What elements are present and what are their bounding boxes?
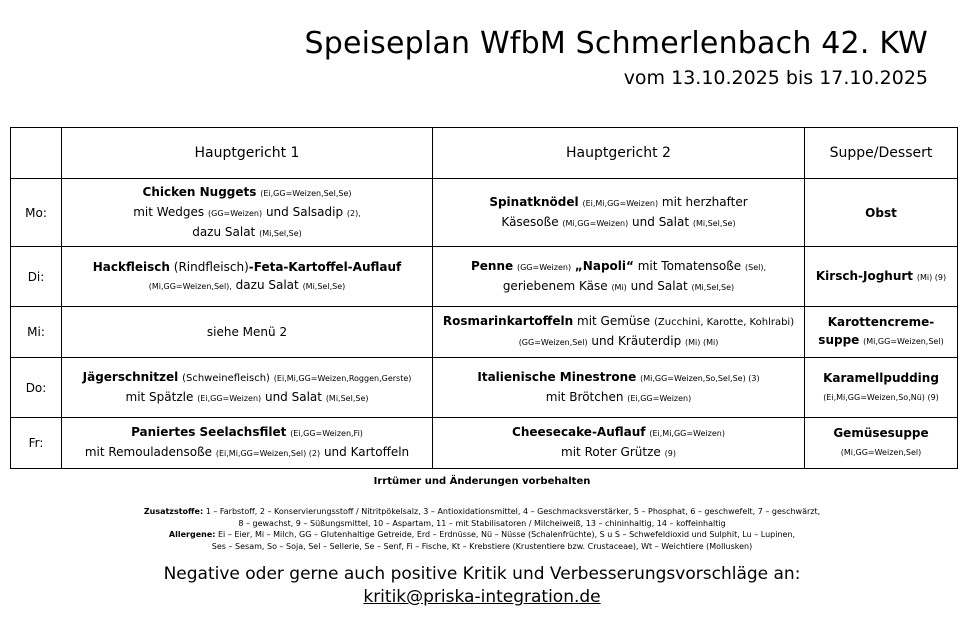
dish-name: Karottencreme- (827, 315, 935, 329)
allergen-note: (Mi) (9) (916, 272, 947, 282)
feedback-text: Negative oder gerne auch positive Kritik und Verbesserungsvorschläge an: (163, 564, 801, 584)
dish-name: „Napoli“ (574, 258, 634, 273)
dish-text: siehe Menü 2 (206, 325, 288, 339)
dish-text: und Kartoffeln (323, 445, 410, 459)
dish-text: (Zucchini, Karotte, Kohlrabi) (654, 317, 795, 328)
disclaimer-notice: Irrtümer und Änderungen vorbehalten (373, 476, 591, 487)
allergen-note: (2), (346, 208, 361, 218)
day-label: Fr: (11, 418, 62, 469)
dish-cell-h1 (62, 307, 433, 358)
dish-text: und Salsadip (265, 204, 344, 219)
allergen-note: (GG=Weizen) (516, 262, 572, 272)
dish-text: mit Brötchen (545, 389, 624, 404)
dish-name: Hackfleisch (92, 259, 170, 274)
allergen-note: (Ei,GG=Weizen) (197, 393, 262, 403)
dish-text: (Rindfleisch) (173, 259, 249, 274)
dish-text: mit Spätzle (125, 389, 194, 404)
day-label: Do: (11, 358, 62, 418)
allergen-note: (Ei,Mi,GG=Weizen,Sel) (2) (215, 449, 321, 458)
table-header-row (11, 128, 958, 179)
allergen-note: (Ei,Mi,GG=Weizen,Roggen,Gerste) (273, 373, 412, 383)
allergen-note: (Ei,Mi,GG=Weizen) (649, 429, 725, 438)
allergen-note: (Mi,GG=Weizen,Sel) (863, 337, 944, 346)
header-hauptgericht-2: Hauptgericht 2 (433, 128, 805, 179)
allergen-note: (Mi,GG=Weizen,Sel) (840, 448, 922, 457)
dish-name: Obst (865, 205, 897, 220)
menu-table (10, 127, 958, 469)
dish-text: (Schweinefleisch) (182, 372, 270, 384)
dish-text: geriebenem Käse (502, 278, 608, 293)
allergen-note: (Mi,Sel,Se) (302, 281, 346, 291)
dish-cell-h1 (62, 418, 433, 469)
dish-name: Rosmarinkartoffeln (442, 314, 574, 328)
dish-text: und Kräuterdip (591, 334, 682, 348)
table-row-wednesday (11, 307, 958, 358)
dish-cell-h1 (62, 358, 433, 418)
day-label: Di: (11, 247, 62, 307)
dish-cell-dessert (805, 418, 958, 469)
allergen-note: (Mi,Sel,Se) (691, 282, 735, 292)
dish-text: mit Tomatensoße (637, 258, 742, 273)
day-label: Mi: (11, 307, 62, 358)
table-row-thursday (11, 358, 958, 418)
allergen-note: (Mi) (611, 282, 627, 292)
header-suppe-dessert: Suppe/Dessert (805, 128, 958, 179)
dish-cell-h2 (433, 418, 805, 469)
allergen-note: (Sel), (745, 262, 767, 272)
allergen-note: (GG=Weizen) (208, 208, 263, 218)
dish-name: Penne (470, 258, 514, 273)
dish-name: Cheesecake-Auflauf (512, 425, 646, 439)
dish-text: Käsesoße (501, 214, 559, 229)
dish-name: Spinatknödel (489, 194, 579, 209)
dish-cell-dessert (805, 358, 958, 418)
dish-cell-dessert (805, 247, 958, 307)
dish-text: und Salat (632, 214, 690, 229)
day-label: Mo: (11, 179, 62, 247)
dish-name: Gemüsesuppe (833, 426, 929, 440)
dish-text: mit Gemüse (577, 314, 651, 328)
allergen-note: (Ei,GG=Weizen) (627, 393, 692, 403)
zusatzstoffe-label: Zusatzstoffe: (143, 507, 204, 516)
allergen-note: (Mi,Sel,Se) (692, 218, 736, 228)
allergen-note: (Mi,GG=Weizen,So,Sel,Se) (3) (640, 373, 760, 383)
dish-text: mit Remouladensoße (84, 445, 213, 459)
page-title: Speiseplan WfbM Schmerlenbach 42. KW (304, 26, 928, 61)
dish-cell-h2 (433, 358, 805, 418)
allergen-note: (Mi,Sel,Se) (325, 393, 369, 403)
table-row-monday (11, 179, 958, 247)
allergene-label: Allergene: (168, 530, 216, 539)
dish-name: Kirsch-Joghurt (815, 268, 914, 283)
dish-cell-dessert (805, 179, 958, 247)
allergen-note: (Mi,GG=Weizen) (562, 218, 629, 228)
allergen-note: (Mi,GG=Weizen,Sel), (148, 281, 232, 291)
dish-cell-dessert (805, 307, 958, 358)
additives-legend (0, 506, 964, 552)
dish-text: und Salat (630, 278, 688, 293)
allergen-note: (9) (664, 449, 676, 458)
dish-text: dazu Salat (192, 224, 256, 239)
allergen-note: (Ei,Mi,GG=Weizen,So,Nü) (9) (823, 392, 939, 402)
dish-name: Jägerschnitzel (82, 369, 179, 384)
zusatzstoffe-text: 8 – gewachst, 9 – Süßungsmittel, 10 – Aspartam, 11 – mit Stabilisatoren / Milcheiweiß, 13 – chininhaltig, 14 – koffeinhaltig (238, 518, 726, 528)
dish-name: -Feta-Kartoffel-Auflauf (248, 259, 402, 274)
allergene-text: Ei – Eier, Mi – Milch, GG – Glutenhaltige Getreide, Erd – Erdnüsse, Nü – Nüsse (Schalenfrüchte), S u S – Schwefeldioxid und Sulphit, Lu – Lupinen, (218, 530, 796, 539)
allergen-note: (Mi) (Mi) (685, 338, 719, 347)
dish-text: mit Wedges (133, 204, 205, 219)
allergen-note: (Mi,Sel,Se) (259, 228, 302, 238)
allergen-note: (Ei,Mi,GG=Weizen) (582, 198, 659, 208)
dish-name: Karamellpudding (823, 370, 939, 385)
allergen-note: (Ei,GG=Weizen,Sel,Se) (260, 188, 352, 198)
allergen-note: (Ei,GG=Weizen,Fi) (290, 429, 363, 438)
dish-name: Italienische Minestrone (477, 369, 637, 384)
dish-name: Paniertes Seelachsfilet (131, 425, 287, 439)
dish-name: suppe (818, 333, 860, 347)
allergene-text: Ses – Sesam, So – Soja, Sel – Sellerie, Se – Senf, Fi – Fische, Kt – Krebstiere (Krustentiere bzw. Crustaceae), Wt – Weichtiere (Mollusken) (211, 541, 753, 551)
zusatzstoffe-text: 1 – Farbstoff, 2 – Konservierungsstoff / Nitritpökelsalz, 3 – Antioxidationsmittel, 4 – Geschmacksverstärker, 5 – Phosphat, 6 – geschwefelt, 7 – geschwärzt, (205, 507, 821, 516)
table-row-friday (11, 418, 958, 469)
dish-name: Chicken Nuggets (142, 184, 257, 199)
feedback-email-link[interactable]: kritik@priska-integration.de (363, 587, 601, 607)
feedback-section (0, 563, 964, 609)
allergen-note: (GG=Weizen,Sel) (518, 338, 588, 347)
dish-text: und Salat (264, 389, 322, 404)
header-empty (11, 128, 62, 179)
dish-cell-h2 (433, 179, 805, 247)
dish-cell-h2 (433, 307, 805, 358)
dish-cell-h1 (62, 179, 433, 247)
dish-text: dazu Salat (235, 277, 299, 292)
dish-text: mit Roter Grütze (561, 445, 661, 459)
table-row-tuesday (11, 247, 958, 307)
dish-cell-h2 (433, 247, 805, 307)
dish-text: mit herzhafter (661, 194, 748, 209)
date-range: vom 13.10.2025 bis 17.10.2025 (623, 67, 928, 89)
header-hauptgericht-1: Hauptgericht 1 (62, 128, 433, 179)
dish-cell-h1 (62, 247, 433, 307)
